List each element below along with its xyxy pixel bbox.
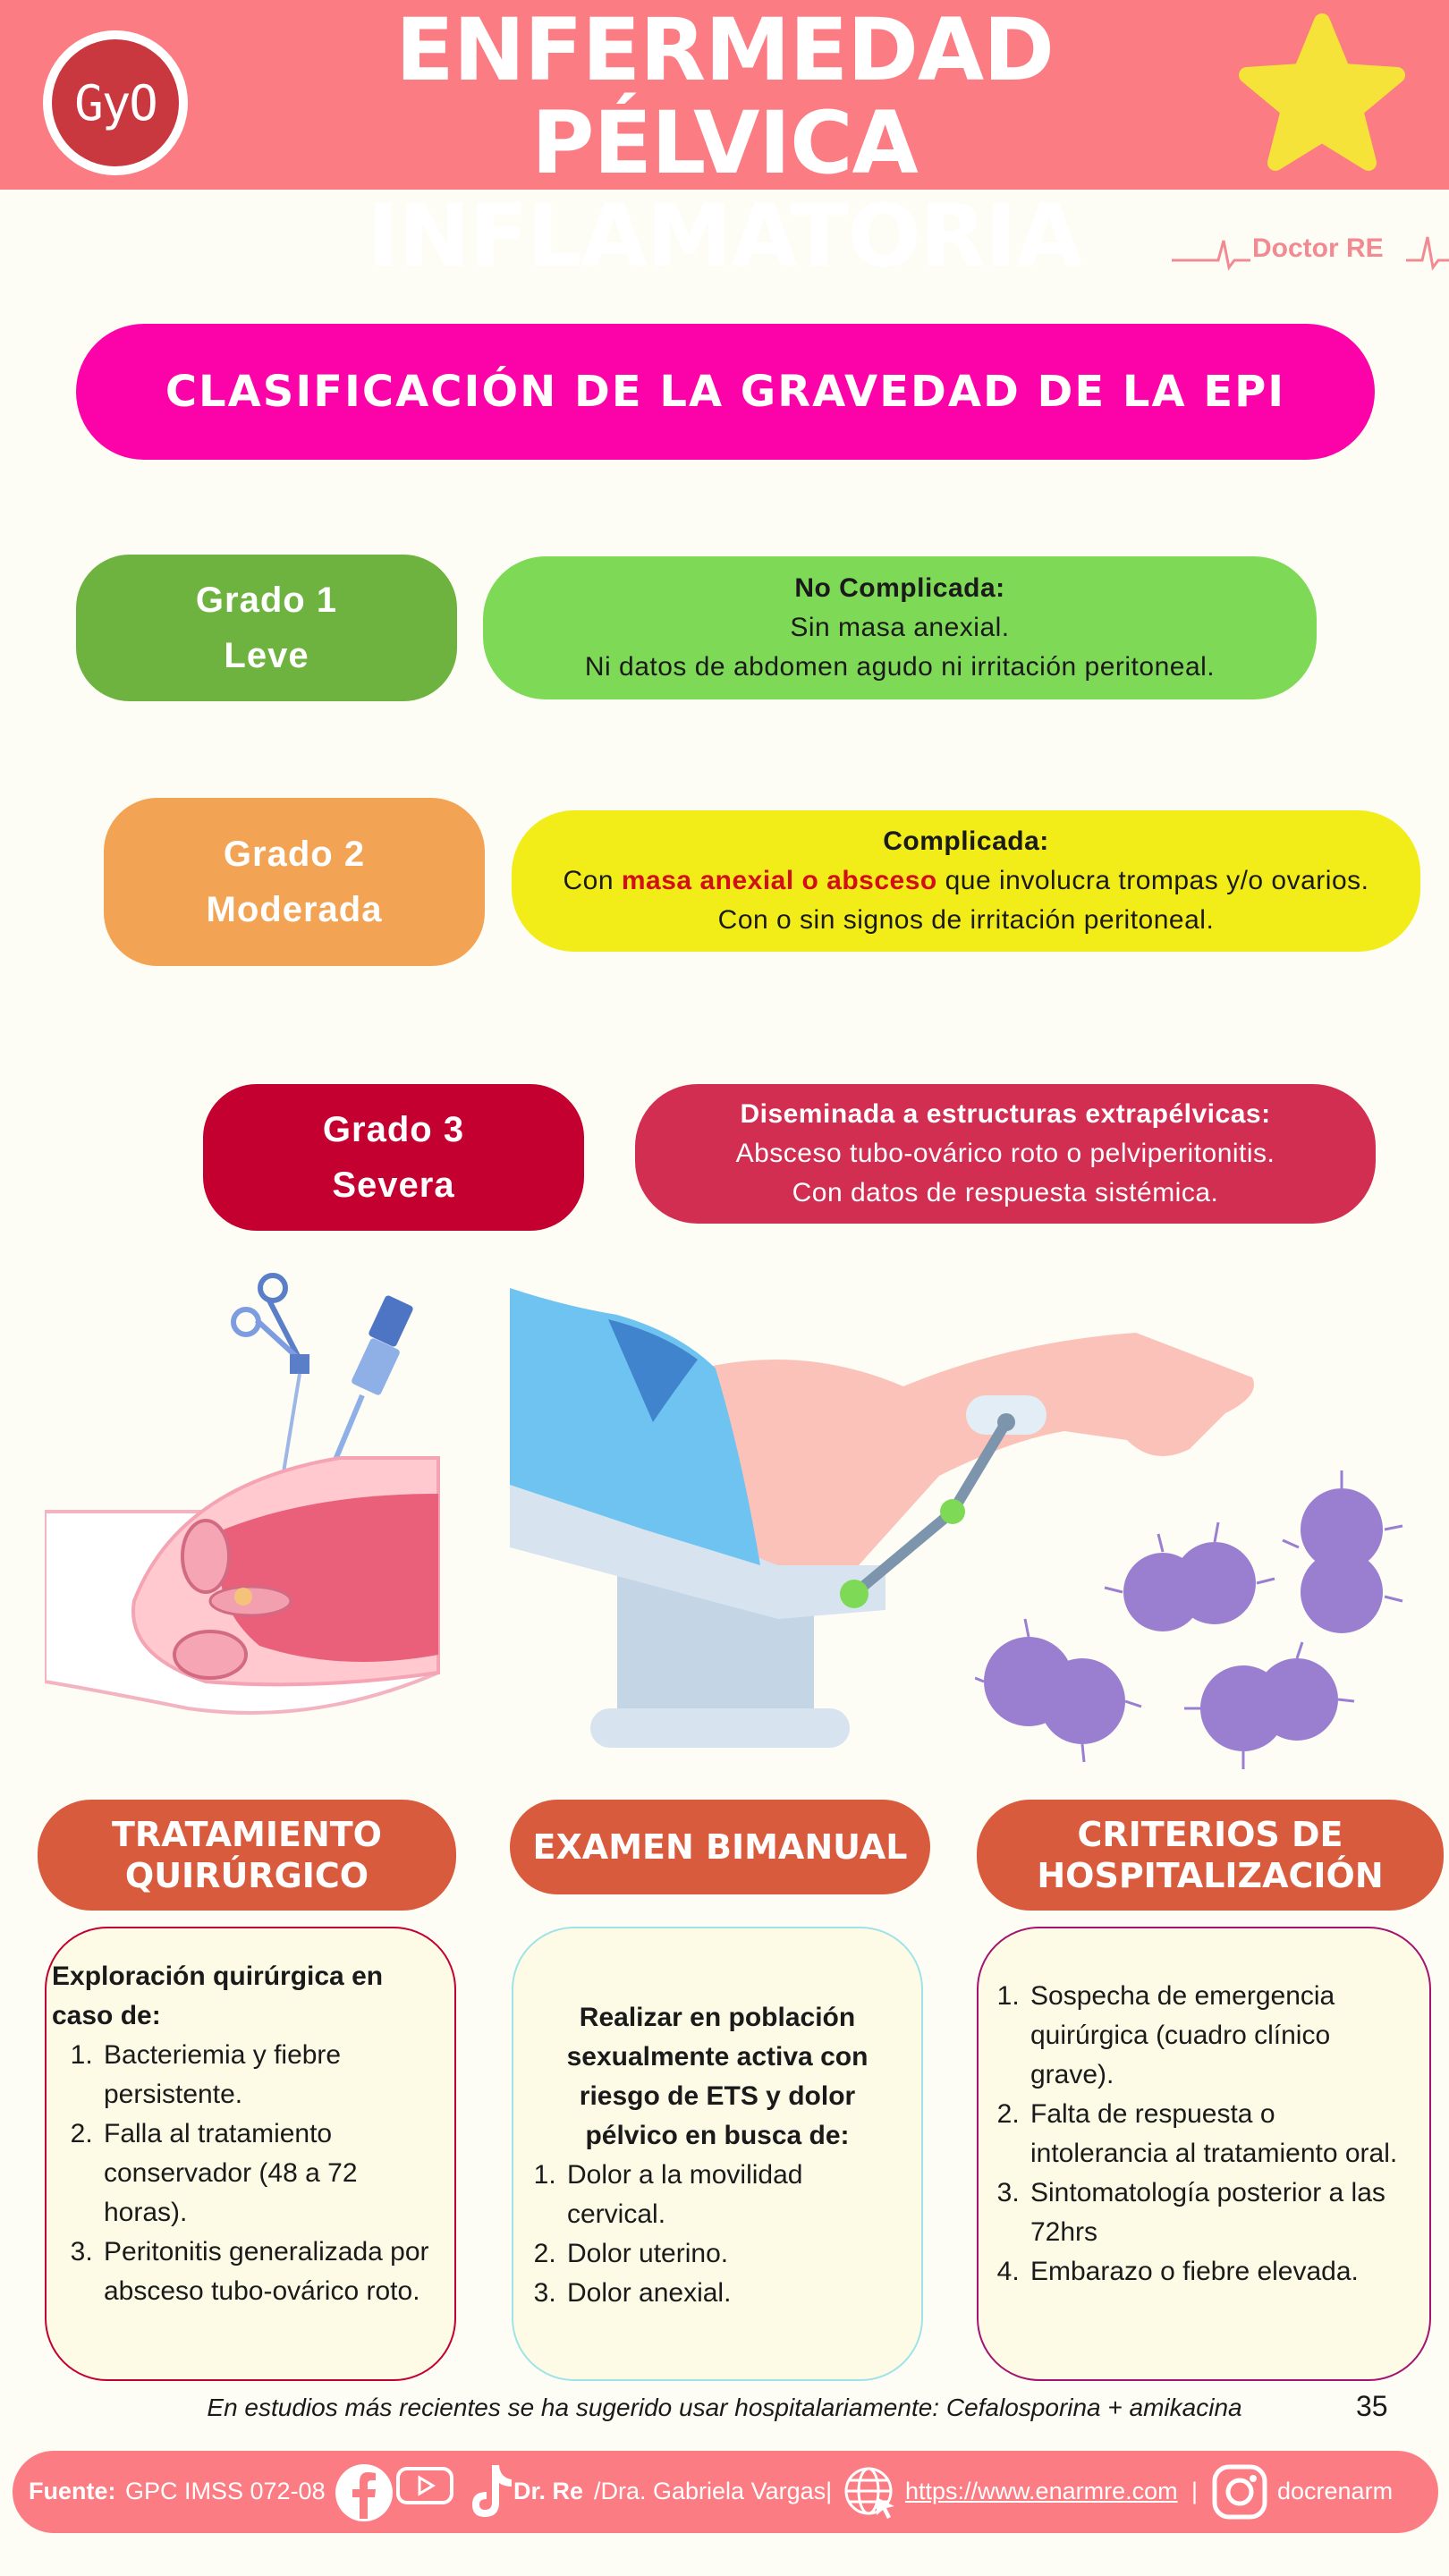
list-item: 2. Falla al tratamiento conservador (48 a 72 horas).: [100, 2114, 445, 2233]
grade-1-text-2: Ni datos de abdomen agudo ni irritación peritoneal.: [584, 652, 1216, 682]
grade-1-text-1: Sin masa anexial.: [790, 613, 1010, 642]
surgery-header-line-2: QUIRÚRGICO: [124, 1856, 369, 1895]
logo-text: GyO: [52, 39, 179, 166]
list-item: 4. Embarazo o fiebre elevada.: [1027, 2252, 1417, 2292]
grade-2-text-2: Con o sin signos de irritación peritoneal.: [717, 905, 1215, 935]
title-line-1: ENFERMEDAD PÉLVICA: [395, 0, 1054, 193]
surgery-header-line-1: TRATAMIENTO: [112, 1815, 382, 1854]
page-number: 35: [1356, 2390, 1388, 2422]
grade-1-description: [483, 556, 1317, 699]
footer-separator: |: [1191, 2478, 1199, 2504]
list-item: 1. Dolor a la movilidad cervical.: [564, 2156, 902, 2234]
brand-text: Doctor RE: [1252, 233, 1384, 263]
classification-banner: CLASIFICACIÓN DE LA GRAVEDAD DE LA EPI: [76, 324, 1375, 460]
exam-header: EXAMEN BIMANUAL: [510, 1800, 930, 1894]
surgery-card: [45, 1927, 456, 2381]
doctor-re-brand: [1172, 228, 1449, 273]
grade-2-label: Grado 2: [223, 835, 366, 874]
grade-3-label: Grado 3: [322, 1110, 465, 1149]
grade-3-text-2: Con datos de respuesta sistémica.: [792, 1178, 1219, 1208]
source-label: Fuente:: [29, 2478, 116, 2504]
grade-1-label: Grado 1: [195, 580, 338, 620]
grade-2-text-1-pre: Con: [563, 866, 622, 895]
surgery-list: [52, 2036, 445, 2311]
surgical-illustration: [45, 1261, 447, 1744]
grade-2-severity: Moderada: [206, 890, 383, 929]
bacteria-illustration: [975, 1467, 1422, 1780]
hospital-header-line-2: HOSPITALIZACIÓN: [1037, 1856, 1384, 1895]
grade-3-description: [635, 1084, 1376, 1224]
grade-2-description: [512, 810, 1420, 952]
youtube-icon[interactable]: [395, 2463, 454, 2508]
hospital-card: [977, 1927, 1431, 2381]
exam-card: [512, 1927, 923, 2381]
hospital-header: [977, 1800, 1444, 1911]
list-item: 3. Sintomatología posterior a las 72hrs: [1027, 2174, 1417, 2252]
hospital-header-line-1: CRITERIOS DE: [1077, 1815, 1343, 1854]
grade-2-title: Complicada:: [883, 826, 1049, 856]
grade-2-pill: [104, 798, 485, 966]
grade-1-pill: [76, 555, 457, 701]
gyo-logo: [43, 30, 188, 175]
hospital-list: [979, 1977, 1417, 2292]
grade-3-pill: [203, 1084, 584, 1231]
website-link[interactable]: https://www.enarmre.com: [905, 2478, 1178, 2504]
grade-1-severity: Leve: [224, 636, 309, 675]
instagram-icon[interactable]: [1211, 2463, 1268, 2521]
exam-intro: Realizar en población sexualmente activa con riesgo de ETS y dolor pélvico en busca de:: [566, 2003, 869, 2150]
footer-note: En estudios más recientes se ha sugerido usar hospitalariamente: Cefalosporina + amikacina: [207, 2394, 1242, 2421]
list-item: 2. Dolor uterino.: [564, 2234, 902, 2274]
page-title: [250, 0, 1199, 286]
grade-1-title: No Complicada:: [794, 573, 1005, 603]
author-text: /Dra. Gabriela Vargas|: [594, 2478, 833, 2504]
source-text: GPC IMSS 072-08: [125, 2478, 326, 2504]
list-item: 3. Dolor anexial.: [564, 2274, 902, 2313]
grade-3-severity: Severa: [332, 1165, 455, 1205]
list-item: 1. Sospecha de emergencia quirúrgica (cuadro clínico grave).: [1027, 1977, 1417, 2095]
author-bold: Dr. Re: [513, 2478, 584, 2504]
grade-2-text-1-post: que involucra trompas y/o ovarios.: [936, 866, 1369, 895]
list-item: 2. Falta de respuesta o intolerancia al tratamiento oral.: [1027, 2095, 1417, 2174]
title-line-2: INFLAMATORIA: [367, 186, 1082, 286]
surgery-header: [38, 1800, 456, 1911]
facebook-icon[interactable]: [335, 2463, 394, 2522]
tiktok-icon[interactable]: [467, 2462, 517, 2524]
grade-3-title: Diseminada a estructuras extrapélvicas:: [740, 1099, 1271, 1129]
grade-2-text-1-highlight: masa anexial o absceso: [621, 866, 937, 895]
list-item: 3. Peritonitis generalizada por absceso tubo-ovárico roto.: [100, 2233, 445, 2311]
star-icon: [1233, 9, 1411, 188]
surgery-intro: Exploración quirúrgica en caso de:: [52, 1962, 384, 2030]
grade-3-text-1: Absceso tubo-ovárico roto o pelviperitonitis.: [735, 1139, 1275, 1168]
footer-bar: [13, 2451, 1438, 2533]
grade-2-text-1: [564, 861, 1369, 901]
globe-icon[interactable]: [843, 2465, 898, 2521]
instagram-handle[interactable]: docrenarm: [1277, 2478, 1394, 2504]
list-item: 1. Bacteriemia y fiebre persistente.: [100, 2036, 445, 2114]
exam-list: [533, 2156, 902, 2313]
